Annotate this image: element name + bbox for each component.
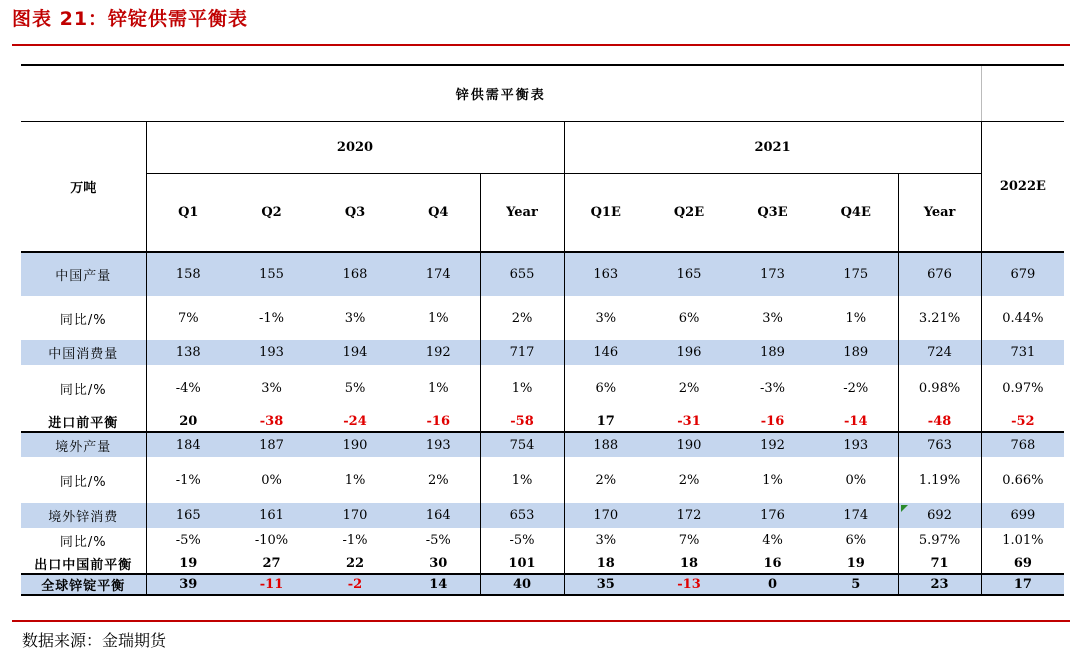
table-row: [21, 252, 1064, 296]
table-row: [21, 553, 1064, 574]
table-cell: 40: [480, 574, 564, 595]
table-cell: 17: [564, 412, 647, 432]
table-cell: 20: [146, 412, 230, 432]
table-row: [21, 528, 1064, 553]
column-header: Q1: [146, 173, 230, 252]
year-header-row: [21, 121, 1064, 173]
quarter-header-row: [21, 173, 1064, 252]
row-label: 同比/%: [59, 312, 107, 328]
table-cell: 14: [397, 574, 480, 595]
table-cell: 189: [814, 340, 898, 365]
table-cell: 1%: [480, 457, 564, 503]
table-row: [21, 412, 1064, 432]
row-label: 进口前平衡: [48, 416, 119, 431]
table-cell: 5: [814, 574, 898, 595]
figure-title: 图表 21：锌锭供需平衡表: [12, 8, 249, 30]
table-row: [21, 457, 1064, 503]
table-row: [21, 365, 1064, 412]
table-cell: 0.44%: [981, 296, 1064, 340]
table-cell: 192: [397, 340, 480, 365]
table-cell: 1%: [427, 310, 449, 326]
table-cell: 16: [763, 555, 782, 571]
table-cell: 35: [564, 574, 647, 595]
table-cell: -13: [647, 574, 731, 595]
table-cell: 193: [397, 432, 480, 457]
table-cell: 18: [679, 555, 699, 571]
row-label: 中国消费量: [21, 340, 146, 365]
row-label: 境外产量: [21, 432, 146, 457]
table-cell: 184: [146, 432, 230, 457]
table-cell: -1%: [146, 457, 230, 503]
row-label: 全球锌锭平衡: [21, 574, 146, 595]
table-cell: 3%: [344, 310, 366, 326]
table-title: 锌供需平衡表: [21, 65, 981, 121]
table-cell: 724: [898, 340, 981, 365]
table-cell: 653: [480, 503, 564, 528]
table-cell: 175: [814, 252, 898, 296]
table-cell: -5%: [425, 533, 451, 548]
row-label: 中国产量: [21, 252, 146, 296]
table-cell: 170: [564, 503, 647, 528]
row-label: 境外锌消费: [21, 503, 146, 528]
table-cell: -5%: [146, 528, 230, 553]
table-cell: 71: [898, 553, 981, 574]
table-row: [21, 432, 1064, 457]
table-cell: 30: [429, 555, 448, 571]
table-cell: 717: [480, 340, 564, 365]
table-cell: -11: [230, 574, 313, 595]
table-cell: 22: [345, 555, 365, 571]
table-cell: 1%: [427, 381, 449, 396]
table-cell: -2: [313, 574, 397, 595]
table-cell: -1%: [258, 310, 285, 326]
table-cell: 0%: [261, 472, 282, 488]
table-cell: 3%: [762, 310, 783, 326]
table-cell: 174: [397, 252, 480, 296]
table-cell: 1%: [480, 365, 564, 412]
table-cell: 161: [230, 503, 313, 528]
row-label: 出口中国前平衡: [34, 557, 133, 573]
bottom-rule: [12, 620, 1070, 622]
table-cell: -1%: [342, 533, 368, 548]
table-cell: -3%: [759, 381, 786, 396]
table-cell: 676: [898, 252, 981, 296]
table-cell: 0%: [845, 472, 867, 488]
table-cell: -38: [259, 414, 284, 429]
table-cell: 146: [564, 340, 647, 365]
table-cell-text: 692: [927, 508, 952, 523]
table-cell: 2%: [427, 472, 449, 488]
table-cell: 4%: [762, 533, 783, 548]
table-cell: 3.21%: [898, 296, 981, 340]
table-cell: 0.97%: [981, 365, 1064, 412]
table-cell: -48: [898, 412, 981, 432]
table-cell: 3%: [564, 296, 647, 340]
table-cell: 27: [262, 555, 281, 571]
column-header: Year: [898, 173, 981, 252]
table-cell: -58: [480, 412, 564, 432]
table-cell: 39: [146, 574, 230, 595]
table-cell: 174: [814, 503, 898, 528]
balance-table: [21, 64, 1064, 596]
table-cell: 192: [731, 432, 814, 457]
column-header: Q4: [397, 173, 480, 252]
table-cell: 1%: [762, 472, 783, 488]
table-cell: 655: [480, 252, 564, 296]
table-cell: 193: [814, 432, 898, 457]
column-header: Q3: [313, 173, 397, 252]
table-cell: 0.66%: [981, 457, 1064, 503]
table-row: [21, 574, 1064, 595]
table-cell: -10%: [254, 533, 289, 548]
column-header: Q2: [230, 173, 313, 252]
table-cell: 164: [397, 503, 480, 528]
table-cell: 2%: [480, 296, 564, 340]
table-title-row: [21, 65, 1064, 121]
table-cell: 172: [647, 503, 731, 528]
column-header: Q4E: [814, 173, 898, 252]
table-cell: -2%: [843, 381, 869, 396]
table-cell: 187: [230, 432, 313, 457]
column-header: Q1E: [564, 173, 647, 252]
table-cell: 6%: [678, 310, 700, 326]
table-cell: 1.01%: [981, 528, 1064, 553]
comment-marker-icon: [901, 505, 908, 512]
table-cell: 1%: [845, 310, 867, 326]
table-cell: 6%: [564, 365, 647, 412]
table-cell: 754: [480, 432, 564, 457]
table-cell: 3%: [564, 528, 647, 553]
table-cell: 173: [731, 252, 814, 296]
table-cell: 158: [146, 252, 230, 296]
table-cell: 0.98%: [898, 365, 981, 412]
year-header: 2021: [564, 121, 981, 173]
table-cell: 170: [313, 503, 397, 528]
unit-label: 万吨: [21, 121, 146, 252]
table-cell: 2%: [564, 457, 647, 503]
table-cell: 5.97%: [898, 528, 981, 553]
table-cell: 699: [981, 503, 1064, 528]
table-cell: 3%: [261, 381, 282, 396]
table-cell: -16: [426, 414, 450, 429]
table-row: [21, 340, 1064, 365]
table-row: [21, 503, 1064, 528]
table-cell: -5%: [480, 528, 564, 553]
table-cell: 1%: [344, 472, 366, 488]
table-cell: 18: [564, 553, 647, 574]
table-cell: 2%: [678, 381, 700, 396]
table-cell: 23: [898, 574, 981, 595]
table-cell: 188: [564, 432, 647, 457]
table-cell: 138: [146, 340, 230, 365]
top-rule: [12, 44, 1070, 46]
table-cell: 163: [564, 252, 647, 296]
table-row: [21, 296, 1064, 340]
year-header: 2020: [146, 121, 564, 173]
table-cell: -14: [844, 414, 868, 429]
table-cell: -16: [760, 414, 785, 429]
table-cell: 193: [230, 340, 313, 365]
table-cell: 194: [313, 340, 397, 365]
table-cell: 731: [981, 340, 1064, 365]
column-header: Q2E: [647, 173, 731, 252]
table-cell: 19: [146, 553, 230, 574]
table-cell: 17: [981, 574, 1064, 595]
table-cell: 768: [981, 432, 1064, 457]
table-cell: 196: [647, 340, 731, 365]
row-label: 同比/%: [59, 474, 107, 490]
column-header: Q3E: [731, 173, 814, 252]
table-cell: -52: [981, 412, 1064, 432]
table-cell: 190: [313, 432, 397, 457]
table-cell: 19: [846, 555, 865, 571]
table-cell: [898, 503, 981, 528]
table-cell: 1.19%: [898, 457, 981, 503]
table-cell: 165: [647, 252, 731, 296]
table-cell: 101: [480, 553, 564, 574]
table-cell: 165: [146, 503, 230, 528]
table-cell: -24: [343, 414, 367, 429]
table-cell: 7%: [146, 296, 230, 340]
table-cell: -4%: [146, 365, 230, 412]
table-cell: 5%: [344, 381, 366, 396]
table-cell: 168: [313, 252, 397, 296]
row-label: 同比/%: [59, 535, 107, 550]
table-cell: -31: [677, 414, 701, 429]
table-cell: 69: [981, 553, 1064, 574]
final-col-header: 2022E: [981, 121, 1064, 252]
table-cell: 2%: [678, 472, 700, 488]
table-cell: 176: [731, 503, 814, 528]
source-note: 数据来源：金瑞期货: [22, 631, 167, 650]
table-cell: 189: [731, 340, 814, 365]
table-cell: 7%: [678, 533, 700, 548]
table-cell: 0: [731, 574, 814, 595]
table-cell: 6%: [845, 533, 867, 548]
row-label: 同比/%: [59, 383, 107, 398]
table-cell: 679: [981, 252, 1064, 296]
table-cell: 190: [647, 432, 731, 457]
table-cell: 763: [898, 432, 981, 457]
table-cell: 155: [230, 252, 313, 296]
column-header: Year: [480, 173, 564, 252]
